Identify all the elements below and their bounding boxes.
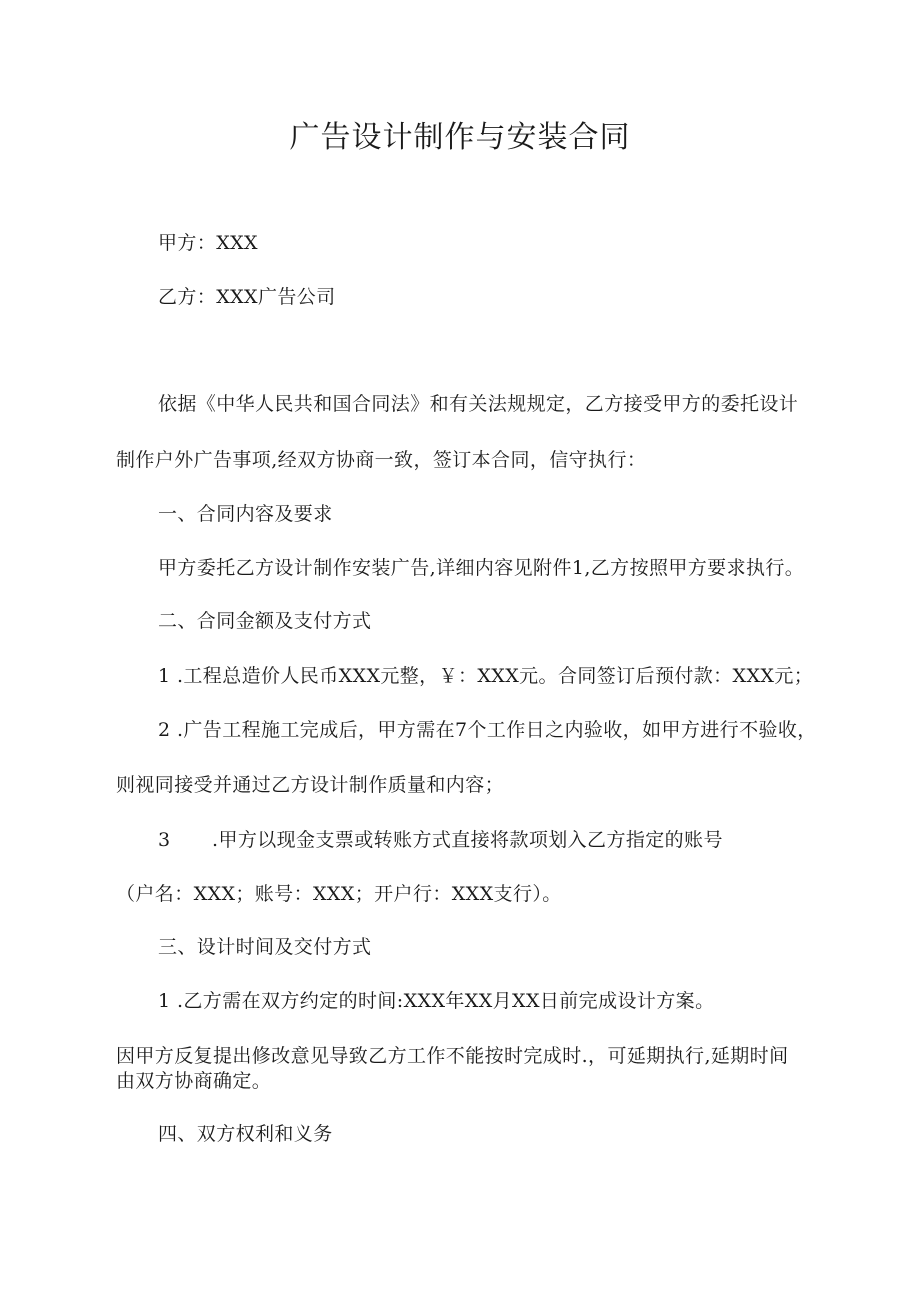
- item-number: 1: [158, 990, 171, 1012]
- party-a-line: 甲方：XXX: [158, 232, 258, 254]
- section-2-item-1: [158, 664, 813, 688]
- preamble-line-1: 依据《中华人民共和国合同法》和有关法规规定，乙方接受甲方的委托设计: [158, 393, 799, 415]
- item-number: 1: [158, 665, 171, 687]
- section-3-note-line-1: 因甲方反复提出修改意见导致乙方工作不能按时完成时.，可延期执行,延期时间: [116, 1045, 789, 1067]
- item-text: .工程总造价人民币XXX元整，￥：XXX元。合同签订后预付款：XXX元；: [176, 665, 814, 687]
- section-2-item-2-continued: 则视同接受并通过乙方设计制作质量和内容；: [116, 774, 505, 796]
- section-4-heading: 四、双方权利和义务: [158, 1123, 333, 1145]
- document-title: 广告设计制作与安装合同: [289, 120, 631, 155]
- section-3-item-1: [158, 989, 714, 1013]
- item-number: 3: [158, 829, 171, 851]
- item-number: 2: [158, 719, 171, 741]
- section-1-heading: 一、合同内容及要求: [158, 503, 333, 525]
- item-text: .甲方以现金支票或转账方式直接将款项划入乙方指定的账号: [212, 829, 723, 851]
- section-2-item-3-continued: （户名：XXX；账号：XXX；开户行：XXX支行）。: [116, 883, 562, 905]
- party-b-line: 乙方：XXX广告公司: [158, 286, 336, 308]
- section-1-body: 甲方委托乙方设计制作安装广告,详细内容见附件1,乙方按照甲方要求执行。: [158, 557, 805, 579]
- section-2-heading: 二、合同金额及支付方式: [158, 610, 372, 632]
- section-3-heading: 三、设计时间及交付方式: [158, 936, 372, 958]
- section-2-item-2: [158, 718, 817, 742]
- section-3-note-line-2: 由双方协商确定。: [116, 1070, 272, 1092]
- preamble-line-2: 制作户外广告事项,经双方协商一致，签订本合同，信守执行：: [116, 449, 647, 471]
- item-text: .广告工程施工完成后，甲方需在7个工作日之内验收，如甲方进行不验收，: [176, 719, 817, 741]
- item-text: .乙方需在双方约定的时间:XXX年XX月XX日前完成设计方案。: [176, 990, 715, 1012]
- section-2-item-3: [158, 828, 723, 852]
